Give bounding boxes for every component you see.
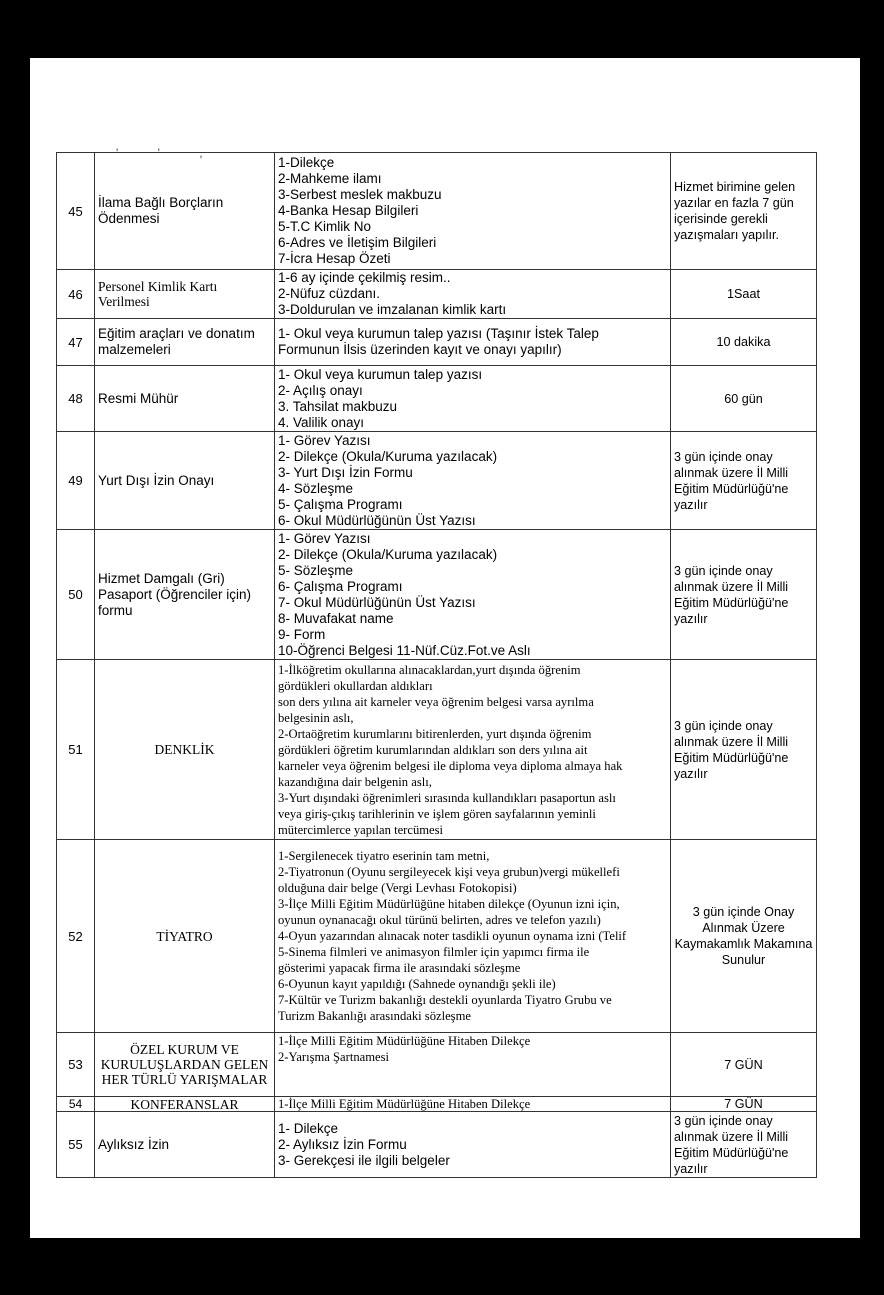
service-name: ÖZEL KURUM VE KURULUŞLARDAN GELEN HER TÜRLÜ YARIŞMALAR bbox=[95, 1033, 275, 1097]
completion-time: 60 gün bbox=[671, 366, 817, 432]
completion-time: Hizmet birimine gelen yazılar en fazla 7 gün içerisinde gerekli yazışmaları yapılır. bbox=[671, 153, 817, 270]
row-number: 45 bbox=[57, 153, 95, 270]
completion-time: 10 dakika bbox=[671, 319, 817, 366]
row-number: 51 bbox=[57, 660, 95, 840]
completion-time: 7 GÜN bbox=[671, 1033, 817, 1097]
row-number: 46 bbox=[57, 270, 95, 319]
row-number: 53 bbox=[57, 1033, 95, 1097]
required-documents: 1-Sergilenecek tiyatro eserinin tam metni, 2-Tiyatronun (Oyunu sergileyecek kişi veya grubun)vergi mükellefi olduğuna dair belge (Vergi Levhası Fotokopisi) 3-İlçe Milli Eğitim Müdürlüğüne hitaben dilekçe (Oyunun izni için, oyunun oynanacağı okul türünü belirten, adres ve telefon yazılı) 4-Oyun yazarından alınacak noter tasdikli oyunun oynama izni (Telif 5-Sinema filmleri ve animasyon filmler için yapımcı firma ile gösterimi yapacak firma ile arasındaki sözleşme 6-Oyunun kayıt yapıldığı (Sahnede oynandığı şekli ile) 7-Kültür ve Turizm bakanlığı destekli oyunlarda Tiyatro Grubu ve Turizm Bakanlığı arasındaki sözleşme bbox=[275, 840, 671, 1033]
service-name: KONFERANSLAR bbox=[95, 1097, 275, 1112]
row-number: 52 bbox=[57, 840, 95, 1033]
completion-time: 3 gün içinde onay alınmak üzere İl Milli Eğitim Müdürlüğü'ne yazılır bbox=[671, 432, 817, 530]
page-marks: ' ' , bbox=[116, 146, 221, 160]
completion-time: 3 gün içinde onay alınmak üzere İl Milli Eğitim Müdürlüğü'ne yazılır bbox=[671, 660, 817, 840]
required-documents: 1- Okul veya kurumun talep yazısı 2- Açılış onayı 3. Tahsilat makbuzu 4. Valilik onayı bbox=[275, 366, 671, 432]
completion-time: 7 GÜN bbox=[671, 1097, 817, 1112]
required-documents: 1- Görev Yazısı 2- Dilekçe (Okula/Kuruma yazılacak) 3- Yurt Dışı İzin Formu 4- Sözleşme 5- Çalışma Programı 6- Okul Müdürlüğünün Üst Yazısı bbox=[275, 432, 671, 530]
table-row bbox=[57, 366, 817, 432]
table-row bbox=[57, 1097, 817, 1112]
service-name: Personel Kimlik Kartı Verilmesi bbox=[95, 270, 275, 319]
required-documents: 1- Okul veya kurumun talep yazısı (Taşınır İstek Talep Formunun İlsis üzerinden kayıt ve onayı yapılır) bbox=[275, 319, 671, 366]
required-documents: 1-İlçe Milli Eğitim Müdürlüğüne Hitaben Dilekçe 2-Yarışma Şartnamesi bbox=[275, 1033, 671, 1097]
required-documents: 1-İlköğretim okullarına alınacaklardan,yurt dışında öğrenim gördükleri okullardan aldıkları son ders yılına ait karneler veya öğrenim belgesi varsa ayrılma belgesinin aslı, 2-Ortaöğretim kurumlarını bitirenlerden, yurt dışında öğrenim gördükleri öğretim kurumlarından aldıkları son ders yılına ait karneler veya öğrenim belgesi ile diploma veya diploma almaya hak kazandığına dair belgenin aslı, 3-Yurt dışındaki öğrenimleri sırasında kullandıkları pasaportun aslı veya giriş-çıkış tarihlerinin ve işlem gören sayfalarının yeminli mütercimlerce yapılan tercümesi bbox=[275, 660, 671, 840]
row-number: 47 bbox=[57, 319, 95, 366]
completion-time: 3 gün içinde onay alınmak üzere İl Milli Eğitim Müdürlüğü'ne yazılır bbox=[671, 1112, 817, 1178]
table-row bbox=[57, 840, 817, 1033]
service-name: Resmi Mühür bbox=[95, 366, 275, 432]
required-documents: 1- Dilekçe 2- Aylıksız İzin Formu 3- Gerekçesi ile ilgili belgeler bbox=[275, 1112, 671, 1178]
service-name: Eğitim araçları ve donatım malzemeleri bbox=[95, 319, 275, 366]
service-name: TİYATRO bbox=[95, 840, 275, 1033]
table-row bbox=[57, 432, 817, 530]
service-name: Hizmet Damgalı (Gri) Pasaport (Öğrenciler için) formu bbox=[95, 530, 275, 660]
completion-time: 1Saat bbox=[671, 270, 817, 319]
required-documents: 1- Görev Yazısı 2- Dilekçe (Okula/Kuruma yazılacak) 5- Sözleşme 6- Çalışma Programı 7- Okul Müdürlüğünün Üst Yazısı 8- Muvafakat name 9- Form 10-Öğrenci Belgesi 11-Nüf.Cüz.Fot.ve Aslı bbox=[275, 530, 671, 660]
row-number: 54 bbox=[57, 1097, 95, 1112]
service-name: DENKLİK bbox=[95, 660, 275, 840]
row-number: 55 bbox=[57, 1112, 95, 1178]
row-number: 50 bbox=[57, 530, 95, 660]
completion-time: 3 gün içinde onay alınmak üzere İl Milli Eğitim Müdürlüğü'ne yazılır bbox=[671, 530, 817, 660]
row-number: 48 bbox=[57, 366, 95, 432]
required-documents: 1-Dilekçe 2-Mahkeme ilamı 3-Serbest meslek makbuzu 4-Banka Hesap Bilgileri 5-T.C Kimlik No 6-Adres ve İletişim Bilgileri 7-İcra Hesap Özeti bbox=[275, 153, 671, 270]
table-row bbox=[57, 319, 817, 366]
service-name: İlama Bağlı Borçların Ödenmesi bbox=[95, 153, 275, 270]
required-documents: 1-6 ay içinde çekilmiş resim.. 2-Nüfuz cüzdanı. 3-Doldurulan ve imzalanan kimlik kartı bbox=[275, 270, 671, 319]
table-row bbox=[57, 153, 817, 270]
row-number: 49 bbox=[57, 432, 95, 530]
required-documents: 1-İlçe Milli Eğitim Müdürlüğüne Hitaben Dilekçe bbox=[275, 1097, 671, 1112]
service-name: Yurt Dışı İzin Onayı bbox=[95, 432, 275, 530]
table-row bbox=[57, 1112, 817, 1178]
table-row bbox=[57, 660, 817, 840]
service-name: Aylıksız İzin bbox=[95, 1112, 275, 1178]
service-standards-table bbox=[56, 152, 817, 1178]
table-row bbox=[57, 270, 817, 319]
completion-time: 3 gün içinde Onay Alınmak Üzere Kaymakamlık Makamına Sunulur bbox=[671, 840, 817, 1033]
table-row bbox=[57, 530, 817, 660]
table-row bbox=[57, 1033, 817, 1097]
